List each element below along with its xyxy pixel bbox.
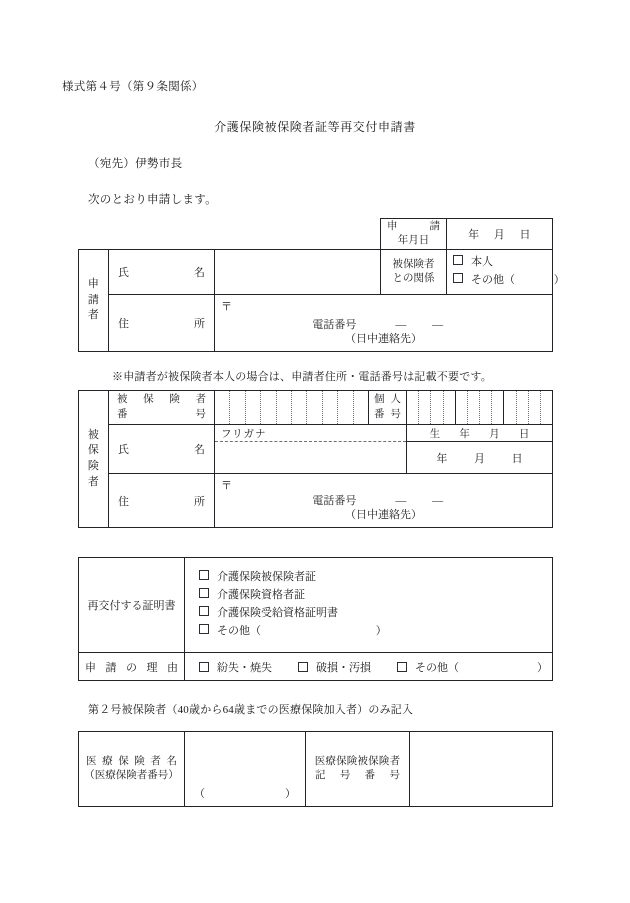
label-char: 氏 <box>118 267 129 279</box>
dob-field[interactable] <box>407 425 553 474</box>
table-row <box>79 219 553 250</box>
digit-cell[interactable] <box>307 391 322 424</box>
medical-insurance-table <box>78 731 553 807</box>
label-char: 所 <box>194 495 205 508</box>
mynumber-group <box>407 391 456 424</box>
postal-mark-icon: 〒 <box>221 301 232 313</box>
digit-cell[interactable] <box>261 391 276 424</box>
label-line: との関係 <box>392 273 435 284</box>
label-char: 番 <box>117 408 128 420</box>
option-label: 介護保険受給資格証明書 <box>217 607 338 619</box>
furigana-label: フリガナ <box>215 425 406 442</box>
applicant-spine-label <box>79 250 109 352</box>
label-char: の <box>126 661 137 674</box>
label-char: 名 <box>166 755 177 767</box>
digit-cell[interactable] <box>431 391 443 424</box>
month-label: 月 <box>473 452 485 465</box>
day-label: 日 <box>511 452 523 465</box>
insured-name-input[interactable] <box>215 425 407 474</box>
phone-label: 電話番号 <box>312 318 357 331</box>
checkbox-icon[interactable] <box>453 255 463 265</box>
label-char: 名 <box>194 444 205 456</box>
paren-close: ） <box>285 788 296 800</box>
option-suffix: ） <box>537 661 548 674</box>
dob-value <box>407 442 552 473</box>
mynumber-boxes <box>407 391 552 424</box>
label-line: 年月日 <box>397 235 430 246</box>
checkbox-icon[interactable] <box>199 624 209 634</box>
mynumber-label <box>369 391 407 425</box>
table-row <box>79 391 553 425</box>
table-row <box>79 250 553 295</box>
reason-option-other[interactable] <box>397 659 548 675</box>
label-char: 申 <box>87 278 100 291</box>
applicant-name-input[interactable] <box>215 250 381 295</box>
section2-note: 第２号被保険者（40歳から64歳までの医療保険加入者）のみ記入 <box>88 704 414 716</box>
option-label: その他（ <box>471 274 515 286</box>
medical-insured-symbol-input[interactable] <box>410 732 553 807</box>
certificate-option-qualification-card[interactable] <box>199 587 552 605</box>
digit-cell[interactable] <box>230 391 245 424</box>
medical-insured-symbol-value <box>410 732 552 806</box>
label-char: 由 <box>167 661 178 674</box>
insured-address-input[interactable] <box>215 474 553 528</box>
certificate-option-benefit-certificate[interactable] <box>199 605 552 623</box>
digit-cell[interactable] <box>246 391 261 424</box>
label-char: 者 <box>195 394 206 406</box>
label-line: 医療保険被保険者 <box>314 755 401 767</box>
relation-options <box>447 250 565 295</box>
option-suffix: ） <box>375 624 387 637</box>
medical-insurer-name-label <box>79 732 185 807</box>
label-char: 号 <box>389 770 400 781</box>
label-char: 者 <box>87 309 100 322</box>
mynumber-input[interactable] <box>407 391 553 425</box>
checkbox-icon[interactable] <box>453 273 463 283</box>
month-label: 月 <box>493 229 506 241</box>
insured-table <box>78 390 553 528</box>
label-char: 番 <box>364 770 376 781</box>
form-number: 様式第４号（第９条関係） <box>62 81 204 93</box>
digit-cell[interactable] <box>354 391 368 424</box>
option-suffix: ） <box>553 274 565 286</box>
addressee: （宛先）伊勢市長 <box>88 158 183 170</box>
page-title: 介護保険被保険者証等再交付申請書 <box>214 120 416 134</box>
applicant-note: ※申請者が被保険者本人の場合は、申請者住所・電話番号は記載不要です。 <box>112 371 492 383</box>
application-date-field[interactable] <box>447 219 553 250</box>
digit-cell[interactable] <box>504 391 516 424</box>
label-char: 記 <box>315 770 326 781</box>
relation-option-self[interactable] <box>453 254 552 272</box>
year-label: 年 <box>436 452 448 465</box>
digit-cell[interactable] <box>407 391 419 424</box>
table-row <box>79 295 553 352</box>
digit-cell[interactable] <box>338 391 353 424</box>
label-char: 生 <box>429 428 441 440</box>
option-label: 破損・汚損 <box>316 661 371 674</box>
label-char: 理 <box>146 661 158 674</box>
option-label: 介護保険資格者証 <box>217 589 305 602</box>
mynumber-group <box>504 391 552 424</box>
label-char: 住 <box>118 318 129 330</box>
medical-insurer-name-input[interactable] <box>185 732 306 807</box>
digit-cell[interactable] <box>492 391 503 424</box>
label-char: 険 <box>87 460 100 472</box>
phone-dash: ― <box>395 318 407 331</box>
insured-spine-label <box>79 391 109 528</box>
digit-cell[interactable] <box>529 391 541 424</box>
checkbox-icon[interactable] <box>199 662 209 672</box>
phone-dash: ― <box>432 494 444 507</box>
digit-cell[interactable] <box>480 391 492 424</box>
label-char: 保 <box>118 755 129 767</box>
label-char: 療 <box>102 755 113 767</box>
label-char: 番 <box>374 408 385 420</box>
label-char: 名 <box>194 267 205 279</box>
table-row <box>79 558 553 653</box>
label-line: （医療保険者番号） <box>84 770 179 781</box>
digit-cell[interactable] <box>456 391 468 424</box>
digit-cell[interactable] <box>444 391 455 424</box>
table-row <box>79 653 553 681</box>
label-char: 号 <box>339 770 351 781</box>
postal-mark-icon: 〒 <box>221 480 232 492</box>
label-char: 申 <box>85 661 96 674</box>
applicant-name-label <box>109 250 215 295</box>
applicant-phone-block <box>215 318 552 347</box>
checkbox-icon[interactable] <box>397 662 407 672</box>
application-date-label <box>381 219 447 250</box>
table-row <box>79 474 553 528</box>
checkbox-icon[interactable] <box>298 662 308 672</box>
relation-label <box>381 250 447 295</box>
option-label: 介護保険被保険者証 <box>217 571 316 584</box>
intro-text: 次のとおり申請します。 <box>88 194 217 206</box>
label-char: 住 <box>118 495 129 508</box>
label-char: 所 <box>194 318 205 330</box>
option-label: 紛失・焼失 <box>217 661 272 674</box>
label-char: 被 <box>87 428 100 441</box>
year-label: 年 <box>468 229 480 241</box>
phone-label: 電話番号 <box>312 494 357 507</box>
label-char: 者 <box>150 755 161 767</box>
option-label: 本人 <box>471 256 493 269</box>
checkbox-icon[interactable] <box>199 588 209 598</box>
digit-cell[interactable] <box>215 391 230 424</box>
label-char: 保 <box>87 444 100 457</box>
digit-cell[interactable] <box>541 391 552 424</box>
digit-cell[interactable] <box>419 391 431 424</box>
label-char: 個 <box>374 394 385 406</box>
table-row <box>79 732 553 807</box>
phone-dash: ― <box>395 494 407 507</box>
table-row <box>79 425 553 474</box>
label-line: 再交付する証明書 <box>87 600 176 612</box>
label-char: 号 <box>390 408 401 420</box>
label-char: 月 <box>489 428 500 440</box>
label-char: 医 <box>86 755 97 767</box>
digit-cell[interactable] <box>517 391 529 424</box>
medical-insurer-name-value <box>185 734 305 738</box>
digit-cell[interactable] <box>277 391 292 424</box>
digit-cell[interactable] <box>323 391 338 424</box>
option-label: その他（ <box>415 661 459 674</box>
label-char: 年 <box>459 428 470 440</box>
phone-dash: ― <box>432 318 444 331</box>
label-char: 険 <box>134 755 145 767</box>
reason-option-damaged[interactable] <box>298 659 371 675</box>
medical-insured-symbol-label <box>306 732 410 807</box>
option-label: その他（ <box>217 624 261 637</box>
reissue-table <box>78 557 553 681</box>
insurer-number-parens <box>185 785 305 801</box>
insured-phone-block <box>215 494 552 523</box>
label-char: 人 <box>390 394 401 406</box>
insured-name-label <box>109 425 215 474</box>
reason-label <box>79 653 185 681</box>
relation-option-other[interactable] <box>453 272 565 290</box>
phone-sublabel: （日中連絡先） <box>345 509 422 522</box>
label-char: 被 <box>117 394 128 406</box>
applicant-table <box>78 218 565 352</box>
insured-number-input[interactable] <box>215 391 369 425</box>
reason-options <box>185 653 553 681</box>
label-char: 氏 <box>118 444 129 456</box>
applicant-address-input[interactable] <box>215 295 553 352</box>
label-char: 険 <box>169 394 180 406</box>
label-char: 申 <box>387 220 398 232</box>
label-char: 請 <box>87 293 100 306</box>
certificates-label <box>79 558 185 653</box>
label-char: 者 <box>87 475 100 488</box>
checkbox-icon[interactable] <box>199 570 209 580</box>
label-char: 請 <box>429 220 440 232</box>
checkbox-icon[interactable] <box>199 606 209 616</box>
insured-address-label <box>109 474 215 528</box>
certificate-option-other[interactable] <box>199 623 552 641</box>
certificate-option-insurance-card[interactable] <box>199 569 552 587</box>
insured-number-boxes <box>215 391 368 424</box>
label-char: 号 <box>195 408 206 420</box>
day-label: 日 <box>519 229 531 241</box>
label-char: 保 <box>143 394 154 406</box>
mynumber-group <box>456 391 505 424</box>
paren-open: （ <box>194 788 205 800</box>
label-char: 日 <box>518 428 530 440</box>
insured-name-value <box>215 442 406 473</box>
applicant-name-value <box>215 270 380 274</box>
label-char: 請 <box>105 661 117 674</box>
digit-cell[interactable] <box>292 391 307 424</box>
phone-sublabel: （日中連絡先） <box>345 333 422 346</box>
digit-cell[interactable] <box>468 391 480 424</box>
dob-label <box>407 425 552 442</box>
insured-number-label <box>109 391 215 425</box>
applicant-address-label <box>109 295 215 352</box>
label-line: 被保険者 <box>392 258 435 270</box>
reason-option-lost[interactable] <box>199 659 272 675</box>
certificates-options <box>185 558 553 653</box>
